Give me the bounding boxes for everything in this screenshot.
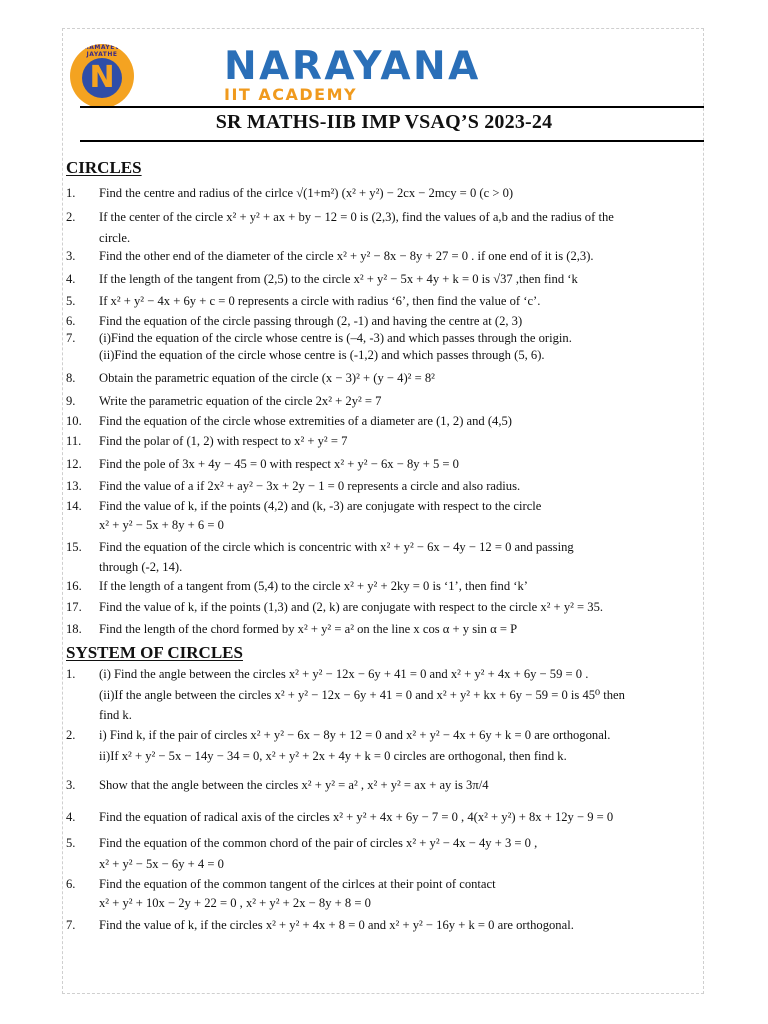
question-number: 2. <box>66 728 76 742</box>
question-number: 5. <box>66 836 76 850</box>
question-continuation: through (-2, 14). <box>99 560 183 574</box>
question-number: 10. <box>66 414 82 428</box>
question-number: 1. <box>66 667 76 681</box>
logo-inner <box>82 58 122 98</box>
question-text: If the length of the tangent from (2,5) to the circle x² + y² − 5x + 4y + k = 0 is √37 ,then find ‘k <box>99 272 578 286</box>
question-number: 7. <box>66 331 76 345</box>
question-text: Find the equation of the circle passing through (2, -1) and having the centre at (2, 3) <box>99 314 523 328</box>
question-text: Find the pole of 3x + 4y − 45 = 0 with respect x² + y² − 6x − 8y + 5 = 0 <box>99 457 459 471</box>
question-text: Show that the angle between the circles x² + y² = a² , x² + y² = ax + ay is 3π/4 <box>99 778 489 792</box>
header-divider <box>80 106 704 108</box>
question-text: Find the value of k, if the points (4,2) and (k, -3) are conjugate with respect to the circle <box>99 499 542 513</box>
narayana-logo <box>70 44 134 108</box>
question-continuation: circle. <box>99 231 131 245</box>
question-number: 11. <box>66 434 82 448</box>
question-text: Find the equation of the common chord of the pair of circles x² + y² − 4x − 4y + 3 = 0 , <box>99 836 538 850</box>
question-text: If x² + y² − 4x + 6y + c = 0 represents a circle with radius ‘6’, then find the value of ‘c’. <box>99 294 541 308</box>
question-text: Write the parametric equation of the circle 2x² + 2y² = 7 <box>99 394 382 408</box>
question-continuation: (ii)Find the equation of the circle whose centre is (-1,2) and which passes through (5, 6). <box>99 348 545 362</box>
question-number: 2. <box>66 210 76 224</box>
question-text: (i) Find the angle between the circles x² + y² − 12x − 6y + 41 = 0 and x² + y² + 4x + 6y − 59 = 0 . <box>99 667 589 681</box>
question-number: 14. <box>66 499 82 513</box>
question-number: 17. <box>66 600 82 614</box>
brand-name: NARAYANA <box>224 44 481 89</box>
section-heading-circles: CIRCLES <box>66 158 142 177</box>
logo-motto: SRAMAYEVA JAYATHE <box>79 44 125 58</box>
question-text: Find the value of k, if the points (1,3) and (2, k) are conjugate with respect to the circle x² + y² = 35. <box>99 600 604 614</box>
question-text: i) Find k, if the pair of circles x² + y² − 6x − 8y + 12 = 0 and x² + y² − 4x + 6y + k = 0 are orthogonal. <box>99 728 611 742</box>
section-heading-system-of-circles: SYSTEM OF CIRCLES <box>66 643 243 662</box>
question-number: 8. <box>66 371 76 385</box>
question-number: 6. <box>66 877 76 891</box>
question-number: 3. <box>66 778 76 792</box>
page-title: SR MATHS-IIB IMP VSAQ’S 2023-24 <box>215 111 553 133</box>
question-number: 4. <box>66 272 76 286</box>
question-continuation: find k. <box>99 708 132 722</box>
question-number: 18. <box>66 622 82 636</box>
question-continuation: x² + y² − 5x − 6y + 4 = 0 <box>99 857 224 871</box>
question-continuation: (ii)If the angle between the circles x² + y² − 12x − 6y + 41 = 0 and x² + y² + kx + 6y − 59 = 0 is 45⁰ then <box>99 688 625 702</box>
question-number: 3. <box>66 249 76 263</box>
question-number: 15. <box>66 540 82 554</box>
question-text: Find the other end of the diameter of the circle x² + y² − 8x − 8y + 27 = 0 . if one end of it is (2,3). <box>99 249 594 263</box>
header <box>64 40 704 106</box>
question-continuation: x² + y² − 5x + 8y + 6 = 0 <box>99 518 224 532</box>
question-text: Find the equation of radical axis of the circles x² + y² + 4x + 6y − 7 = 0 , 4(x² + y²) + 8x + 12y − 9 = 0 <box>99 810 614 824</box>
question-text: (i)Find the equation of the circle whose centre is (–4, -3) and which passes through the origin. <box>99 331 572 345</box>
question-number: 13. <box>66 479 82 493</box>
question-number: 9. <box>66 394 76 408</box>
question-text: Find the polar of (1, 2) with respect to x² + y² = 7 <box>99 434 348 448</box>
question-text: Find the value of a if 2x² + ay² − 3x + 2y − 1 = 0 represents a circle and also radius. <box>99 479 521 493</box>
question-number: 4. <box>66 810 76 824</box>
title-divider <box>80 140 704 142</box>
question-number: 1. <box>66 186 76 200</box>
question-number: 12. <box>66 457 82 471</box>
question-number: 7. <box>66 918 76 932</box>
question-text: Find the equation of the circle which is concentric with x² + y² − 6x − 4y − 12 = 0 and passing <box>99 540 574 554</box>
question-continuation: ii)If x² + y² − 5x − 14y − 34 = 0, x² + y² + 2x + 4y + k = 0 circles are orthogonal, then find k. <box>99 749 567 763</box>
brand-subtitle: IIT ACADEMY <box>224 85 358 104</box>
question-continuation: x² + y² + 10x − 2y + 22 = 0 , x² + y² + 2x − 8y + 8 = 0 <box>99 896 371 910</box>
question-number: 5. <box>66 294 76 308</box>
question-text: Find the equation of the circle whose extremities of a diameter are (1, 2) and (4,5) <box>99 414 512 428</box>
question-text: Obtain the parametric equation of the circle (x − 3)² + (y − 4)² = 8² <box>99 371 435 385</box>
question-text: Find the length of the chord formed by x² + y² = a² on the line x cos α + y sin α = P <box>99 622 518 636</box>
question-text: If the center of the circle x² + y² + ax + by − 12 = 0 is (2,3), find the values of a,b and the radius of the <box>99 210 614 224</box>
question-text: Find the equation of the common tangent of the cirlces at their point of contact <box>99 877 496 891</box>
question-text: Find the value of k, if the circles x² + y² + 4x + 8 = 0 and x² + y² − 16y + k = 0 are orthogonal. <box>99 918 574 932</box>
question-number: 16. <box>66 579 82 593</box>
question-number: 6. <box>66 314 76 328</box>
question-text: If the length of a tangent from (5,4) to the circle x² + y² + 2ky = 0 is ‘1’, then find ‘k’ <box>99 579 528 593</box>
question-text: Find the centre and radius of the cirlce √(1+m²) (x² + y²) − 2cx − 2mcy = 0 (c > 0) <box>99 186 514 200</box>
logo-letter: N <box>89 60 115 95</box>
